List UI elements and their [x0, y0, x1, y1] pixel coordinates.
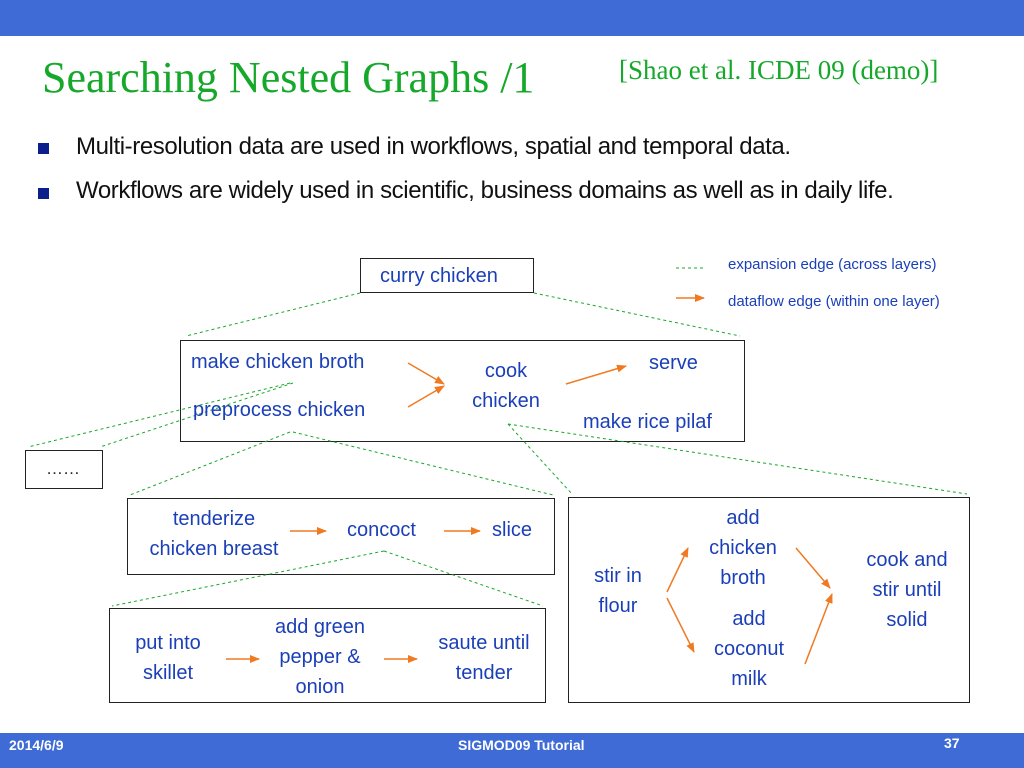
footer-event: SIGMOD09 Tutorial — [458, 737, 585, 753]
node-add-green-pepper-onion — [260, 612, 380, 702]
legend-expansion-label: expansion edge (across layers) — [728, 256, 937, 273]
dataflow-edge — [667, 548, 688, 592]
node-text-line: add green — [274, 616, 366, 638]
dataflow-edge — [408, 363, 444, 384]
slide-number: 37 — [944, 735, 960, 751]
node-text-line: saute until — [438, 632, 530, 654]
node-text-line: milk — [731, 668, 767, 690]
collapsed-node-ellipsis: …… — [46, 459, 80, 478]
expansion-edge — [186, 293, 360, 336]
node-text-line: pepper & — [279, 646, 361, 668]
node-text-line: tenderize — [172, 508, 256, 530]
node-curry-chicken: curry chicken — [380, 265, 498, 287]
node-text-line: solid — [886, 609, 928, 631]
expansion-edge — [534, 293, 740, 336]
node-text-line: coconut — [713, 638, 785, 660]
node-text-line: add — [726, 507, 760, 529]
dataflow-edge — [805, 594, 832, 664]
bullet-text: Multi-resolution data are used in workflows, spatial and temporal data. — [76, 133, 791, 160]
node-cook-chicken — [456, 356, 556, 416]
node-text-line: chicken breast — [149, 538, 279, 560]
node-saute-until-tender — [424, 628, 544, 688]
node-preprocess-chicken: preprocess chicken — [193, 399, 366, 421]
node-put-into-skillet — [118, 628, 218, 688]
expansion-edge — [130, 432, 290, 495]
node-text-line: stir in — [594, 565, 642, 587]
node-text-line: broth — [720, 567, 766, 589]
node-text-line: tender — [455, 662, 513, 684]
node-serve: serve — [649, 352, 698, 374]
dataflow-edge — [408, 386, 444, 407]
bullet-text: Workflows are widely used in scientific, business domains as well as in daily life. — [76, 177, 894, 204]
node-text-line: chicken — [472, 390, 540, 412]
expansion-edge — [508, 424, 572, 494]
node-text-line: add — [732, 608, 766, 630]
legend-dataflow-label: dataflow edge (within one layer) — [728, 293, 940, 310]
expansion-edge — [293, 432, 553, 495]
expansion-edge — [508, 424, 967, 494]
slide-citation: [Shao et al. ICDE 09 (demo)] — [619, 55, 939, 85]
node-add-coconut-milk — [699, 604, 799, 694]
node-text-line: cook and — [866, 549, 948, 571]
footer-date: 2014/6/9 — [9, 737, 64, 753]
node-text-line: skillet — [142, 662, 193, 684]
node-make-rice-pilaf: make rice pilaf — [583, 411, 712, 433]
slide-title: Searching Nested Graphs /1 — [42, 53, 535, 102]
node-text-line: chicken — [709, 537, 777, 559]
node-text-line: onion — [295, 676, 345, 698]
node-stir-in-flour — [578, 561, 658, 621]
node-text-line: stir until — [872, 579, 942, 601]
dataflow-edge — [667, 598, 694, 652]
dataflow-edge — [566, 366, 626, 384]
node-make-chicken-broth: make chicken broth — [191, 351, 365, 373]
node-text-line: cook — [484, 360, 528, 382]
node-text-line: flour — [598, 595, 638, 617]
node-slice: slice — [492, 519, 533, 541]
node-cook-and-stir-until-solid — [852, 545, 962, 635]
node-concoct: concoct — [347, 519, 416, 541]
node-add-chicken-broth — [693, 503, 793, 593]
node-text-line: put into — [135, 632, 201, 654]
expansion-edge — [384, 551, 543, 606]
dataflow-edge — [796, 548, 830, 588]
node-tenderize-chicken-breast — [134, 504, 294, 564]
